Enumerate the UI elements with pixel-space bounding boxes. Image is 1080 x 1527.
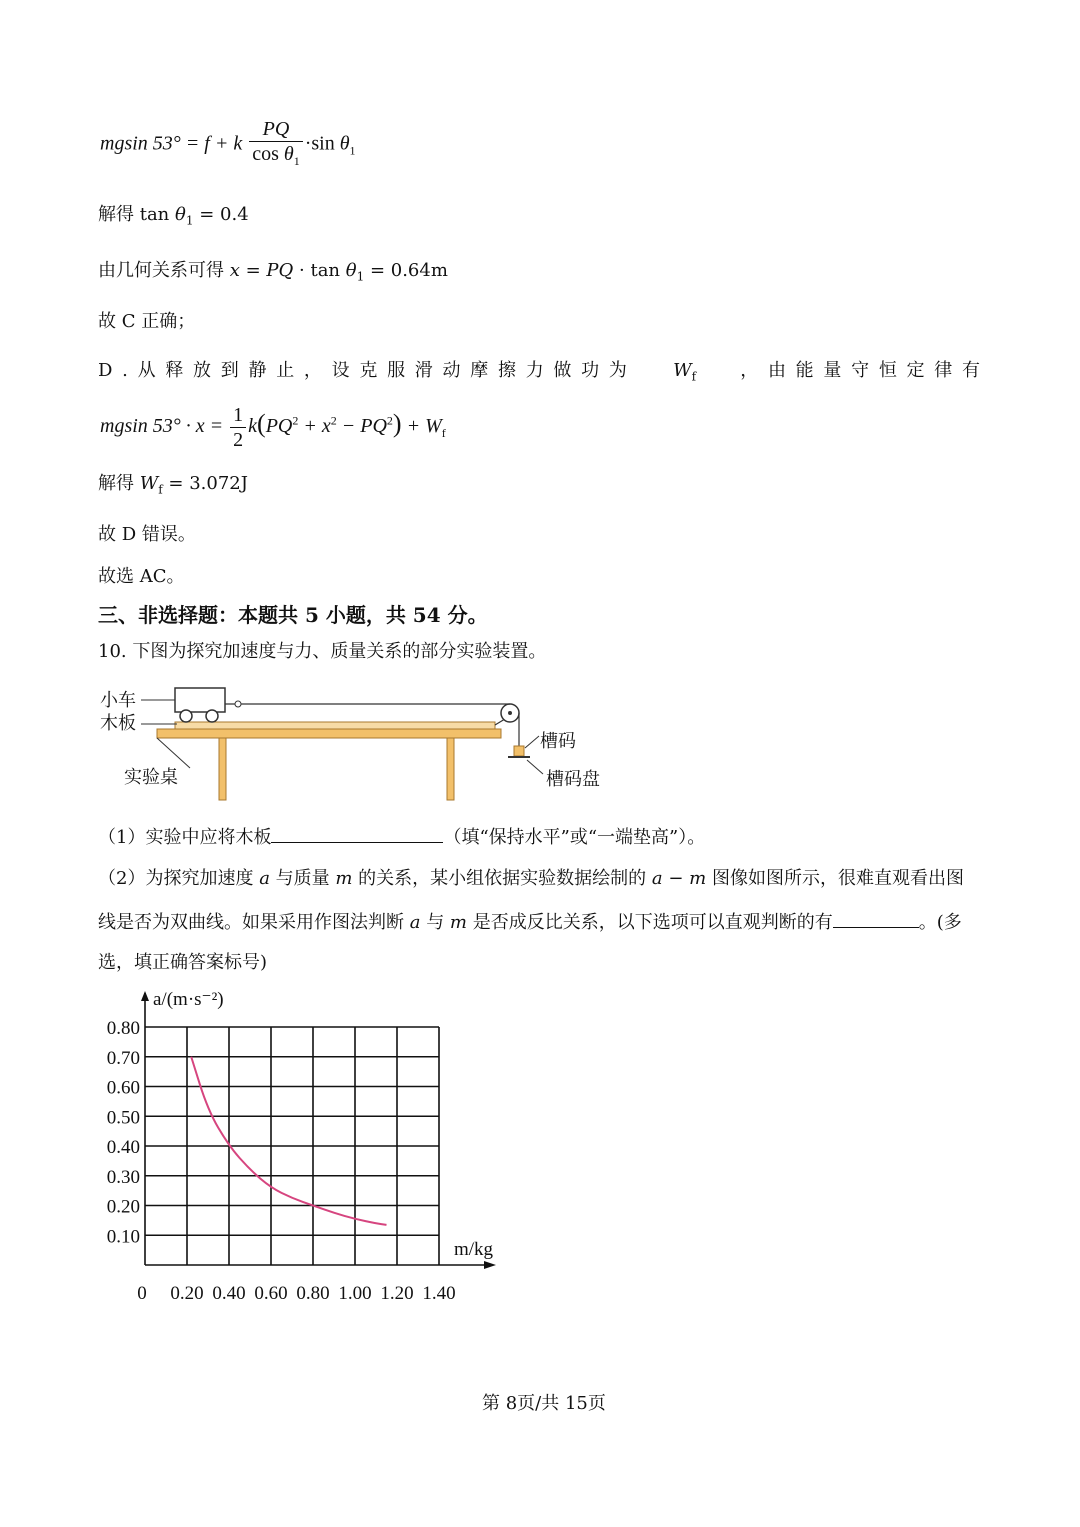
table-leg-right [447,738,454,800]
equation-force-balance: mgsin 53° = f + k $\frac{PQ}{\cos \theta_1}$ ·sin $\theta_1$ [100,118,356,172]
line-wf-result: 解得 $W_f = 3.072J$ [98,473,248,497]
y-tick-label: 0.30 [106,1166,140,1188]
cart-body [175,688,225,712]
string-hook [235,701,241,707]
x-tick-label: 1.20 [380,1283,414,1304]
wooden-board [175,722,495,729]
cart-wheel-right [206,710,218,722]
x-tick-label: 1.40 [422,1283,456,1304]
y-tick-label: 0.10 [106,1226,140,1248]
label-board: 木板 [100,713,136,734]
line-d-statement: D . 从 释 放 到 静 止 ， 设 克 服 滑 动 摩 擦 力 做 功 为 $W_f$ ， 由 能 量 守 恒 定 律 有 [98,360,982,384]
label-cart: 小车 [100,690,136,711]
x-tick-label: 0.80 [296,1283,330,1304]
label-pan: 槽码盘 [546,769,600,790]
line-x-result: 由几何关系可得 x = PQ · $\tan \theta_1 = 0.64m$ [98,260,448,284]
equation-energy-conservation: mgsin 53° · x = $\frac{1}{2}$ $k(PQ^2 + x^2 - PQ^2) + W_f$ [100,404,446,451]
line-c-correct: 故 C 正确； [98,311,196,332]
x-tick-label: 1.00 [338,1283,372,1304]
pulley-axle [508,711,512,715]
fraction-half: $\frac{1}{2}$ [230,404,246,451]
chart-axes [141,991,496,1269]
leader-table [157,738,190,768]
x-tick-label: 0.40 [212,1283,246,1304]
table-leg-left [219,738,226,800]
y-tick-label: 0.40 [106,1137,140,1158]
label-weight: 槽码 [540,731,576,752]
x-tick-label: 0.20 [170,1283,204,1304]
leader-weight [525,736,539,748]
y-axis-label: a/(m·s⁻²) [153,989,224,1010]
chart-series [191,1057,386,1225]
line-answer-ac: 故选 AC。 [98,566,185,587]
x-axis-label: m/kg [454,1239,494,1260]
y-axis-arrow [141,991,149,1001]
leader-pan [527,760,543,774]
question-10: 10. 下图为探究加速度与力、质量关系的部分实验装置。 [98,641,547,662]
page-footer: 第 8页/共 15页 [482,1393,606,1414]
table-top [157,729,501,738]
x-tick-label: 0 [137,1283,147,1304]
question-10-part-2-line1: （2）为探究加速度 a 与质量 m 的关系，某小组依据实验数据绘制的 a − m 图像如图所示，很难直观看出图 [98,868,964,889]
series-curve [191,1057,386,1225]
line-d-wrong: 故 D 错误。 [98,524,196,545]
line-tan-result: 解得 $\tan \theta_1 = 0.4$ [98,204,249,228]
y-tick-label: 0.60 [106,1077,140,1099]
y-tick-label: 0.50 [106,1107,140,1129]
chart-grid [145,1027,439,1265]
question-10-part-2-line3: 选，填正确答案标号) [98,952,268,973]
question-10-part-1: （1）实验中应将木板 （填“保持水平”或“一端垫高”）。 [98,824,705,850]
y-tick-label: 0.70 [106,1047,140,1069]
question-10-part-2-line2: 线是否为双曲线。如果采用作图法判断 a 与 m 是否成反比关系，以下选项可以直观判断的有 。(多 [98,909,962,935]
fraction: $\frac{PQ}{\cos \theta_1}$ [249,118,303,172]
cart-wheel-left [180,710,192,722]
y-tick-label: 0.80 [106,1018,140,1039]
x-axis-arrow [484,1261,496,1269]
x-tick-label: 0.60 [254,1283,288,1304]
section-title: 三、非选择题：本题共 5 小题，共 54 分。 [98,603,488,627]
chart-ticks [107,1018,456,1304]
answer-blank-1[interactable] [271,824,443,843]
weight-block [514,746,524,756]
label-table: 实验桌 [124,767,178,788]
answer-blank-2[interactable] [833,909,919,928]
a-m-graph [90,985,510,1330]
y-tick-label: 0.20 [106,1196,140,1218]
